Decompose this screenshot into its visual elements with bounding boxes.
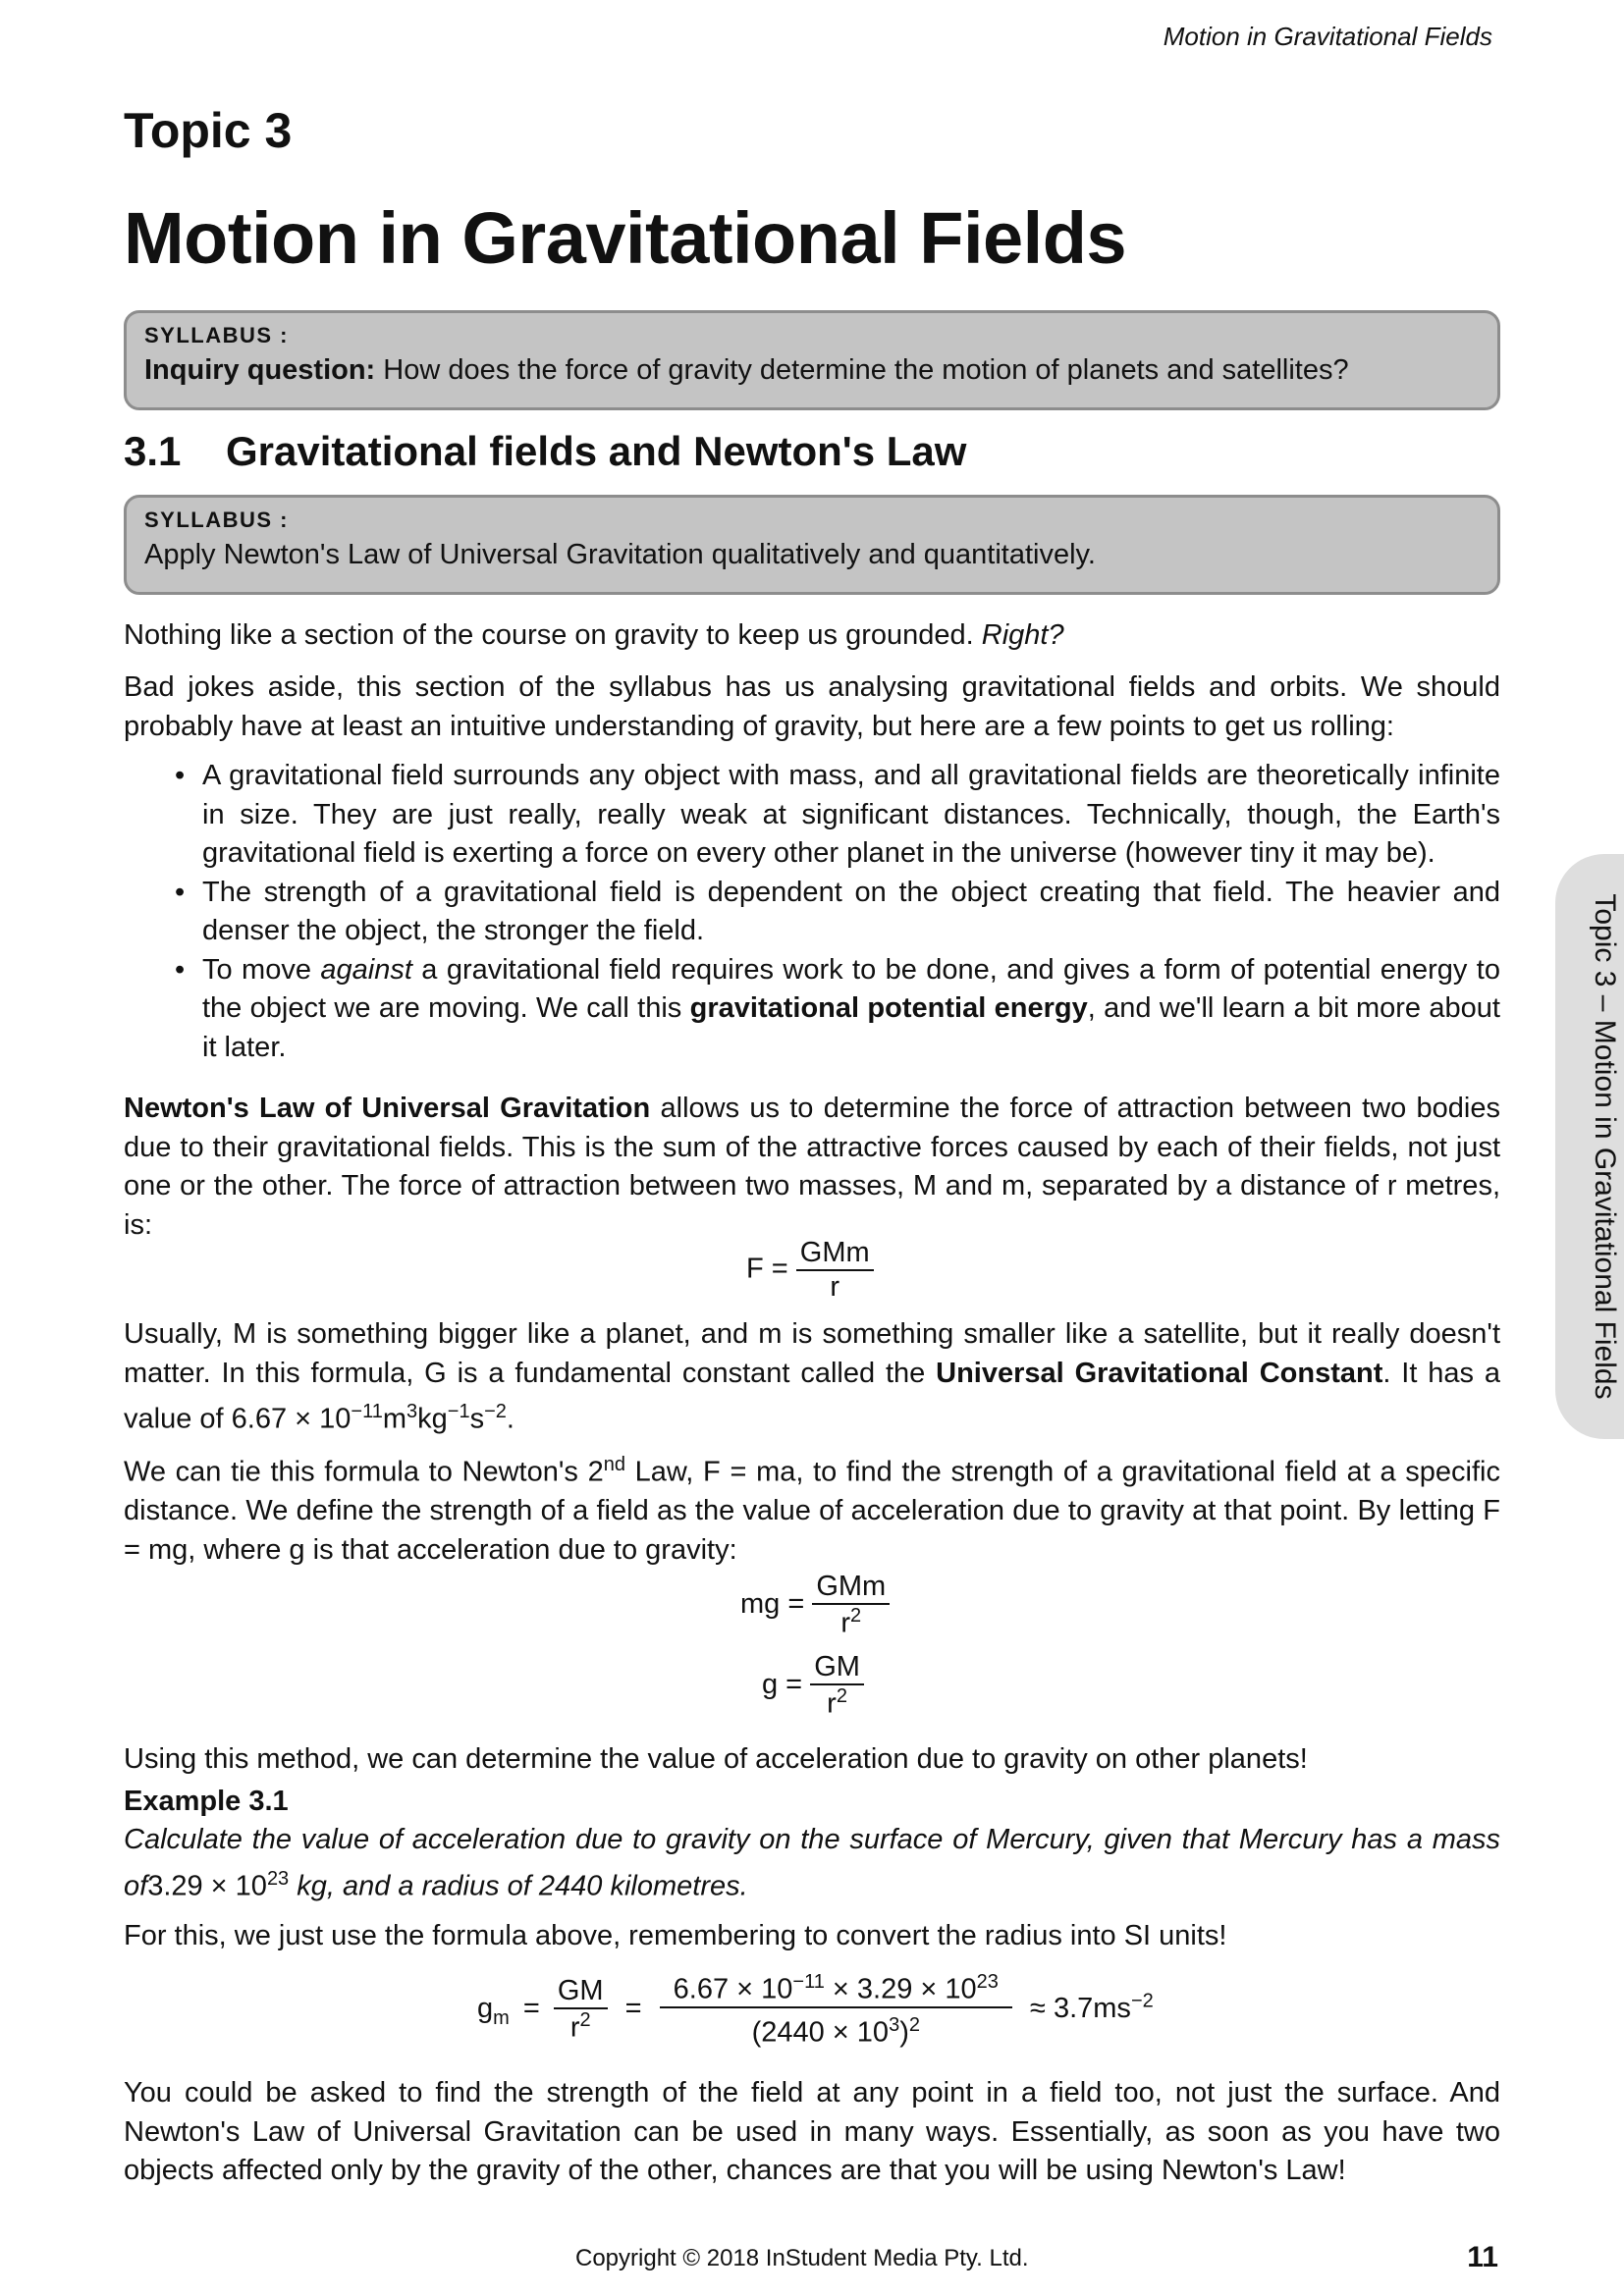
inquiry-label: Inquiry question: (144, 354, 376, 386)
section-number: 3.1 (124, 428, 182, 474)
bullet-icon: • (175, 953, 186, 986)
footer-copyright: Copyright © 2018 InStudent Media Pty. Ltd. (575, 2245, 1029, 2271)
exponent: −1 (447, 1401, 470, 1422)
equation-force (746, 1237, 874, 1304)
exponent: −2 (1130, 1990, 1154, 2012)
section-title: Gravitational fields and Newton's Law (226, 428, 967, 474)
paragraph-final: You could be asked to find the strength of the field at any point in a field too, not just the surface. And Newton's Law of Universal Gravitation can be used in many ways. Essentially, as soon as you have two objects affected only by the gravity of the other, chances are that you will be using Newton's Law! (124, 2077, 1500, 2186)
equation-g (762, 1651, 864, 1721)
tie-text: Law, F = ma, to find the strength of a gravitational field at a specific distance. We define the strength of a field as the value of acceleration due to gravity at that point. By letting F = mg, where g is that acceleration due to gravity: (124, 1456, 1500, 1566)
unit: m (382, 1403, 407, 1435)
approx-result: ≈ $3.7ms^{-2}$ (1029, 1990, 1154, 2025)
fraction-numerator: GMm (796, 1237, 874, 1271)
bullet-icon: • (175, 876, 186, 908)
intro-text: Nothing like a section of the course on gravity to keep us grounded. (124, 619, 982, 651)
exponent: 23 (976, 1971, 999, 1993)
syllabus-tag: SYLLABUS : (144, 507, 289, 532)
equation-mg (740, 1571, 890, 1640)
exponent: 2 (579, 2009, 591, 2032)
gm-lhs: $g_m$ (477, 1993, 510, 2030)
paragraph-usually (124, 1315, 1500, 1439)
exponent: −11 (351, 1401, 383, 1422)
example-question (124, 1821, 1500, 1906)
exponent: 3 (889, 2013, 900, 2036)
fraction-gm-over-r2 (554, 1975, 608, 2045)
fraction-denominator (810, 1685, 864, 1721)
paragraph-second-law (124, 1446, 1500, 1570)
inquiry-text: How does the force of gravity determine the motion of planets and satellites? (375, 354, 1349, 386)
page-number: 11 (1467, 2241, 1498, 2273)
exponent: 2 (850, 1605, 862, 1627)
constant-bold: Universal Gravitational Constant (936, 1357, 1383, 1389)
fraction-numerator: GM (554, 1975, 608, 2009)
paragraph-newton (124, 1090, 1500, 1245)
denominator-base: r (840, 1607, 851, 1639)
paragraph-jokes: Bad jokes aside, this section of the syllabus has us analysing gravitational fields and orbits. We should probably have at least an intuitive understanding of gravity, but here are a few points to get us rolling: (124, 671, 1500, 742)
tie-text: We can tie this formula to Newton's 2 (124, 1456, 604, 1488)
usually-text: . It has a value of 6.67 × 10 (124, 1357, 1500, 1435)
fraction-denominator (812, 1605, 890, 1640)
question-text: Calculate the value of acceleration due to gravity on the surface of Mercury, given that Mercury has a mass of (124, 1824, 1500, 1902)
equation-lhs: g = (762, 1668, 803, 1700)
fraction-denominator: $(2440 \times 10^3)^2$ (751, 2013, 920, 2049)
fraction (812, 1571, 890, 1640)
fraction-numerator: GM (810, 1651, 864, 1685)
bullet-text: To move (202, 953, 321, 986)
fraction-denominator: r (830, 1271, 840, 1303)
exponent: −2 (484, 1401, 507, 1422)
equation-lhs: F = (746, 1253, 788, 1285)
fraction-numerator: $6.67 \times 10^{-11} \times 3.29 \times 10^{23}$ (660, 1971, 1012, 2008)
denominator-base: r (827, 1687, 837, 1720)
question-value: 3.29 × 10 (147, 1870, 267, 1902)
equals-sign: = (522, 1993, 540, 2025)
paragraph-intro (124, 616, 1500, 656)
bullet-list (124, 757, 1500, 1067)
list-item (124, 874, 1500, 951)
bullet-bold: gravitational potential energy (689, 992, 1088, 1024)
exponent: 2 (908, 2013, 920, 2036)
fraction (810, 1651, 864, 1721)
bullet-text: The strength of a gravitational field is dependent on the object creating that field. The heavier and denser the object, the stronger the field. (202, 876, 1500, 946)
syllabus-tag: SYLLABUS : (144, 323, 289, 347)
paragraph-method: Using this method, we can determine the value of acceleration due to gravity on other planets! (124, 1743, 1308, 1775)
intro-italic: Right? (981, 619, 1064, 651)
list-item (124, 757, 1500, 874)
syllabus-inquiry-line (144, 354, 1480, 387)
usually-text: Usually, M is something bigger like a planet, and m is something smaller like a satellite, but it really doesn't matter. In this formula, G is a fundamental constant called the (124, 1318, 1500, 1389)
fraction-numerator: GMm (812, 1571, 890, 1605)
example-title: Example 3.1 (124, 1786, 289, 1817)
equation-lhs: mg = (740, 1587, 805, 1620)
bullet-text: , and we'll learn a bit more about it later. (202, 992, 1500, 1063)
paragraph-formula: For this, we just use the formula above, remembering to convert the radius into SI units! (124, 1920, 1227, 1951)
exponent: 3 (406, 1401, 418, 1422)
bullet-italic: against (320, 953, 412, 986)
bullet-text: A gravitational field surrounds any object with mass, and all gravitational fields are theoretically infinite in size. They are just really, really weak at significant distances. Technically, though, the Earth's gravitational field is exerting a force on every other planet in the universe (however tiny it may be). (202, 760, 1500, 869)
ordinal-superscript: nd (603, 1454, 625, 1475)
unit: kg (417, 1403, 448, 1435)
running-head: Motion in Gravitational Fields (1163, 22, 1492, 51)
syllabus-outcome-line: Apply Newton's Law of Universal Gravitation qualitatively and quantitatively. (144, 539, 1096, 570)
newton-law-bold: Newton's Law of Universal Gravitation (124, 1093, 651, 1124)
list-item (124, 951, 1500, 1068)
equation-mercury (477, 1971, 1154, 2049)
newton-text: allows us to determine the force of attraction between two bodies due to their gravitational fields. This is the sum of the attractive forces caused by each of their fields, not just one or the other. The force of attraction between two masses, M and m, separated by a distance of r metres, is: (124, 1093, 1500, 1241)
usually-text: . (506, 1403, 514, 1435)
question-text: kg, and a radius of 2440 kilometres. (289, 1870, 748, 1902)
page-title: Motion in Gravitational Fields (124, 197, 1127, 279)
fraction-numeric (660, 1971, 1012, 2049)
unit: s (469, 1403, 485, 1435)
bullet-icon: • (175, 760, 186, 791)
exponent: 2 (836, 1685, 847, 1707)
exponent: −11 (792, 1971, 825, 1993)
side-tab-label: Topic 3 – Motion in Gravitational Fields (1589, 893, 1621, 1400)
topic-label: Topic 3 (124, 103, 293, 158)
bullet-text: a gravitational field requires work to be done, and gives a form of potential energy to the object we are moving. We call this (202, 953, 1500, 1024)
section-heading (124, 428, 966, 475)
fraction-denominator: $r^2$ (569, 2009, 591, 2044)
syllabus-box-outcome (124, 495, 1500, 595)
equals-sign: = (624, 1993, 642, 2025)
syllabus-box-inquiry (124, 310, 1500, 410)
exponent: 23 (266, 1867, 290, 1890)
subscript: m (493, 2007, 510, 2030)
fraction (796, 1237, 874, 1304)
